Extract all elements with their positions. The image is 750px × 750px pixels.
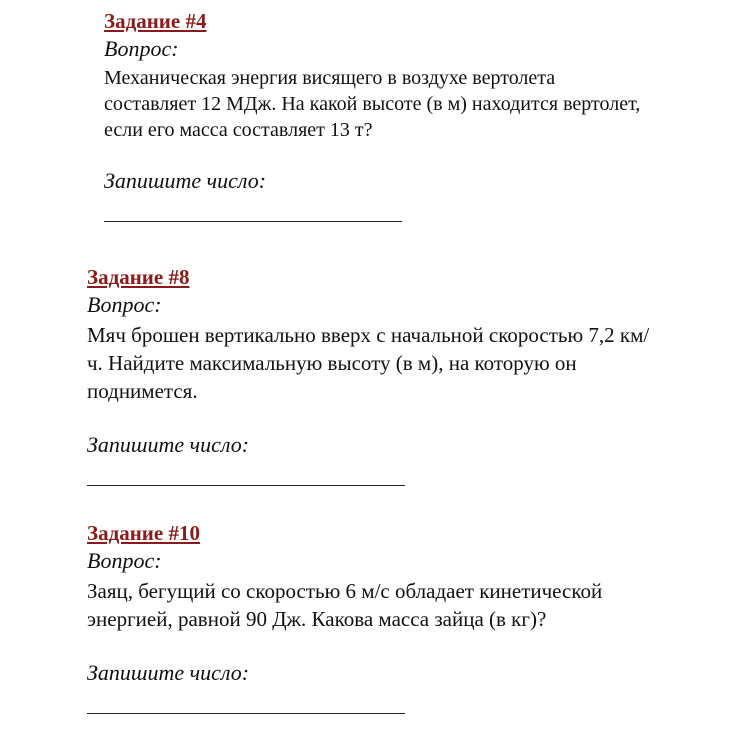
question-line: составляет 12 МДж. На какой высоте (в м) находится вертолет, [104,93,641,115]
question-label: Вопрос: [87,292,162,317]
question-line: если его масса составляет 13 т? [104,119,373,141]
task-title: Задание #8 [87,265,190,289]
answer-prompt: Запишите число: [87,432,250,457]
answer-field[interactable] [87,713,405,714]
question-line: поднимется. [87,379,198,403]
question-label: Вопрос: [87,548,162,573]
question-line: Мяч брошен вертикально вверх с начальной скоростью 7,2 км/ [87,323,650,347]
answer-prompt: Запишите число: [104,168,267,193]
answer-field[interactable] [104,221,402,222]
question-text [104,65,744,143]
task-4 [104,8,744,222]
answer-prompt: Запишите число: [87,660,250,685]
task-title: Задание #4 [104,9,207,33]
question-text [87,577,727,633]
task-8 [87,264,727,486]
answer-field[interactable] [87,485,405,486]
question-line: ч. Найдите максимальную высоту (в м), на которую он [87,351,577,375]
question-label: Вопрос: [104,36,179,61]
question-text [87,321,727,405]
task-10 [87,520,727,714]
question-line: энергией, равной 90 Дж. Какова масса зайца (в кг)? [87,607,547,631]
question-line: Заяц, бегущий со скоростью 6 м/с обладает кинетической [87,579,603,603]
question-line: Механическая энергия висящего в воздухе вертолета [104,67,556,89]
task-title: Задание #10 [87,521,200,545]
